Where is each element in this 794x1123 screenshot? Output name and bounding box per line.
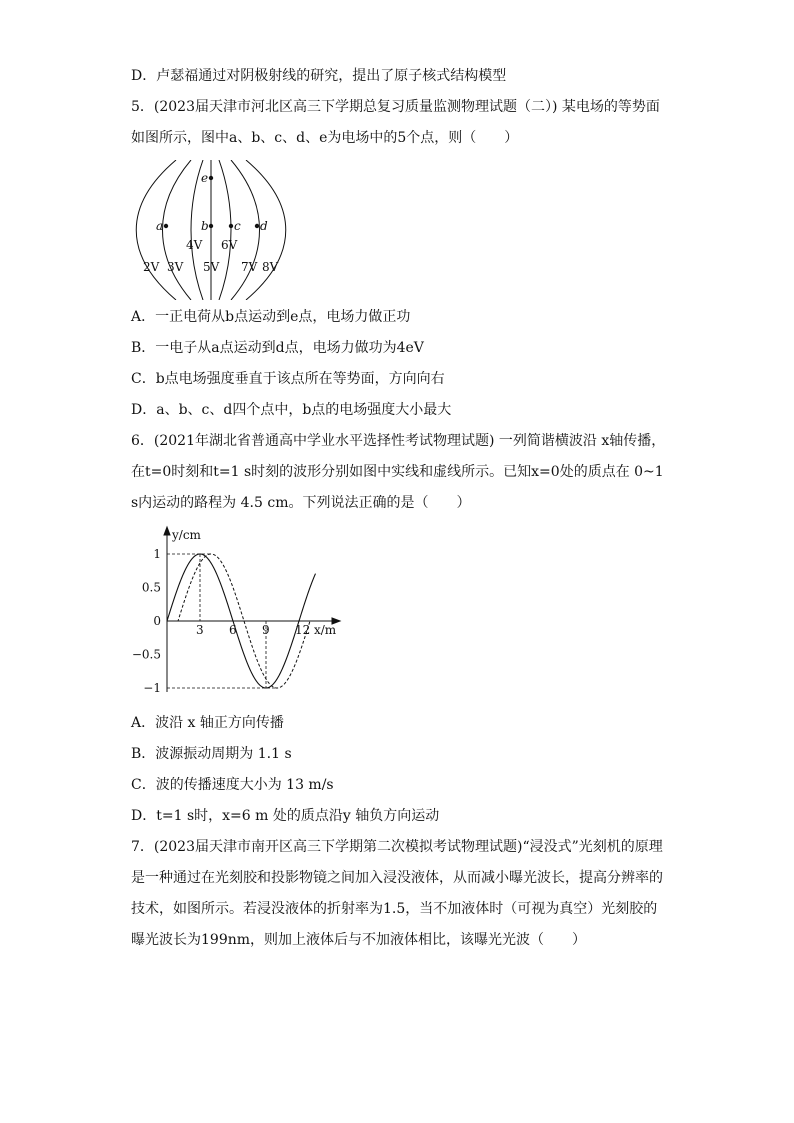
y-tick-label-1: 0.5 (141, 580, 161, 595)
q6-option-c: C．波的传播速度大小为 13 m/s (131, 777, 334, 793)
point-a-dot (164, 224, 168, 228)
wave-chart (131, 522, 351, 702)
y-tick-label-2: 0 (153, 614, 161, 628)
point-a-label: a (156, 219, 164, 233)
y-tick-label-0: 1 (153, 547, 161, 561)
point-b-dot (209, 224, 213, 228)
y-axis-arrow (164, 527, 170, 535)
y-tick-label-3: −0.5 (131, 647, 161, 662)
potential-label-3v: 3V (167, 260, 184, 274)
q5-option-b: B．一电子从a点运动到d点，电场力做功为4eV (131, 340, 424, 356)
x-tick-label-9: 9 (262, 623, 270, 637)
q6-option-d: D．t=1 s时，x=6 m 处的质点沿y 轴负方向运动 (131, 808, 440, 824)
point-e-dot (209, 176, 213, 180)
equipotential-3v (163, 160, 192, 300)
point-d-dot (255, 224, 259, 228)
q6-stem-line3: s内运动的路程为 4.5 cm。下列说法正确的是（ ） (131, 495, 471, 511)
q6-option-b: B．波源振动周期为 1.1 s (131, 746, 292, 762)
q6-option-a: A．波沿 x 轴正方向传播 (131, 715, 284, 731)
potential-label-2v: 2V (143, 260, 160, 274)
q6-stem-line1: 6．(2021年湖北省普通高中学业水平选择性考试物理试题) 一列简谐横波沿 x轴传播， (131, 433, 666, 449)
x-tick-label-6: 6 (229, 623, 237, 637)
q7-stem-line2: 是一种通过在光刻胶和投影物镜之间加入浸没液体，从而减小曝光波长，提高分辨率的 (131, 870, 663, 886)
point-e-label: e (201, 171, 209, 185)
q7-stem-line3: 技术，如图所示。若浸没液体的折射率为1.5，当不加液体时（可视为真空）光刻胶的 (131, 901, 658, 917)
q5-stem-line2: 如图所示，图中a、b、c、d、e为电场中的5个点，则（ ） (131, 130, 519, 146)
q5-stem-line1: 5．(2023届天津市河北区高三下学期总复习质量监测物理试题（二）) 某电场的等势面 (131, 99, 660, 115)
point-c-label: c (234, 219, 241, 233)
equipotential-6v (219, 160, 231, 300)
x-tick-label-3: 3 (196, 623, 204, 637)
point-d-label: d (260, 219, 268, 233)
point-b-label: b (201, 219, 209, 233)
point-c-dot (229, 224, 233, 228)
equipotential-figure (131, 160, 301, 300)
q6-stem-line2: 在t=0时刻和t=1 s时刻的波形分别如图中实线和虚线所示。已知x=0处的质点在 0~1 (131, 464, 664, 480)
potential-label-7v: 7V (241, 260, 258, 274)
y-axis-label: y/cm (172, 528, 201, 542)
q5-option-d: D．a、b、c、d四个点中，b点的电场强度大小最大 (131, 402, 452, 418)
potential-label-6v: 6V (221, 238, 238, 252)
q7-stem-line4: 曝光波长为199nm，则加上液体后与不加液体相比，该曝光光波（ ） (131, 932, 587, 948)
potential-label-8v: 8V (262, 260, 279, 274)
q5-option-a: A．一正电荷从b点运动到e点，电场力做正功 (131, 309, 411, 325)
potential-label-5v: 5V (203, 260, 220, 274)
potential-label-4v: 4V (186, 238, 203, 252)
q5-option-c: C．b点电场强度垂直于该点所在等势面，方向向右 (131, 371, 445, 387)
x-axis-label: x/m (314, 623, 337, 637)
y-tick-label-4: −1 (143, 681, 161, 695)
q4-option-d: D．卢瑟福通过对阴极射线的研究，提出了原子核式结构模型 (131, 68, 507, 84)
q7-stem-line1: 7．(2023届天津市南开区高三下学期第二次模拟考试物理试题)“浸没式”光刻机的原理 (131, 839, 663, 855)
x-tick-label-12: 12 (295, 623, 311, 637)
